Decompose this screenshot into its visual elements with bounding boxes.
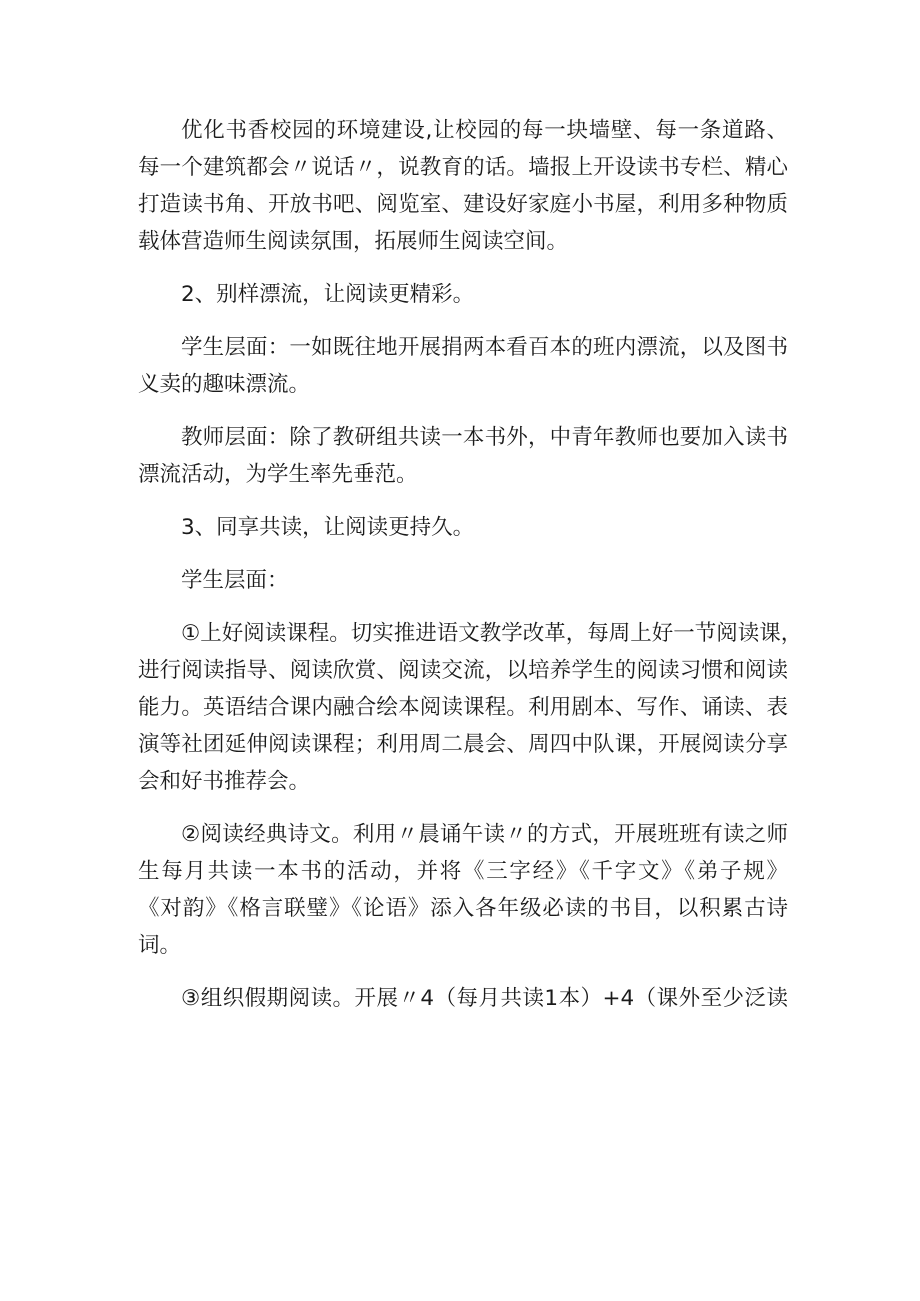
text-line: 《对韵》《格言联璧》《论语》添入各年级必读的书目，以积累古诗 xyxy=(138,896,788,921)
text-line: 2、别样漂流，让阅读更精彩。 xyxy=(181,282,475,307)
text-line: 载体营造师生阅读氛围，拓展师生阅读空间。 xyxy=(138,229,569,254)
text-line: 义卖的趣味漂流。 xyxy=(138,372,311,397)
text-line: 打造读书角、开放书吧、阅览室、建设好家庭小书屋，利用多种物质 xyxy=(138,192,788,217)
text-line: 每一个建筑都会〃说话〃，说教育的话。墙报上开设读书专栏、精心 xyxy=(138,155,788,180)
paragraph-teacher-drift xyxy=(138,419,788,493)
heading-drift-reading xyxy=(138,276,788,313)
text-line: 3、同享共读，让阅读更持久。 xyxy=(181,515,475,540)
label-student-level xyxy=(138,562,788,599)
heading-shared-reading xyxy=(138,509,788,546)
paragraph-student-drift xyxy=(138,329,788,403)
text-line: 会和好书推荐会。 xyxy=(138,769,311,794)
text-line: 演等社团延伸阅读课程；利用周二晨会、周四中队课，开展阅读分享 xyxy=(138,732,788,757)
text-line: ③组织假期阅读。开展〃4（每月共读1本）+4（课外至少泛读 xyxy=(181,986,788,1011)
text-line: 词。 xyxy=(138,933,182,958)
paragraph-holiday-reading xyxy=(138,980,788,1017)
text-line: 教师层面：除了教研组共读一本书外，中青年教师也要加入读书 xyxy=(181,425,788,450)
text-line: ②阅读经典诗文。利用〃晨诵午读〃的方式，开展班班有读之师 xyxy=(181,822,788,847)
text-line: 生每月共读一本书的活动，并将《三字经》《千字文》《弟子规》 xyxy=(138,859,788,884)
text-line: 漂流活动，为学生率先垂范。 xyxy=(138,462,418,487)
text-line: 学生层面：一如既往地开展捐两本看百本的班内漂流，以及图书 xyxy=(181,335,788,360)
text-line: 进行阅读指导、阅读欣赏、阅读交流，以培养学生的阅读习惯和阅读 xyxy=(138,658,788,683)
document-body xyxy=(138,112,803,1033)
text-line: 学生层面： xyxy=(181,568,289,593)
paragraph-classic-poems xyxy=(138,816,788,964)
paragraph-environment xyxy=(138,112,788,260)
text-line: 优化书香校园的环境建设,让校园的每一块墙壁、每一条道路、 xyxy=(181,118,788,143)
text-line: 能力。英语结合课内融合绘本阅读课程。利用剧本、写作、诵读、表 xyxy=(138,695,788,720)
text-line: ①上好阅读课程。切实推进语文教学改革，每周上好一节阅读课， xyxy=(181,621,803,646)
paragraph-reading-course xyxy=(138,615,803,800)
